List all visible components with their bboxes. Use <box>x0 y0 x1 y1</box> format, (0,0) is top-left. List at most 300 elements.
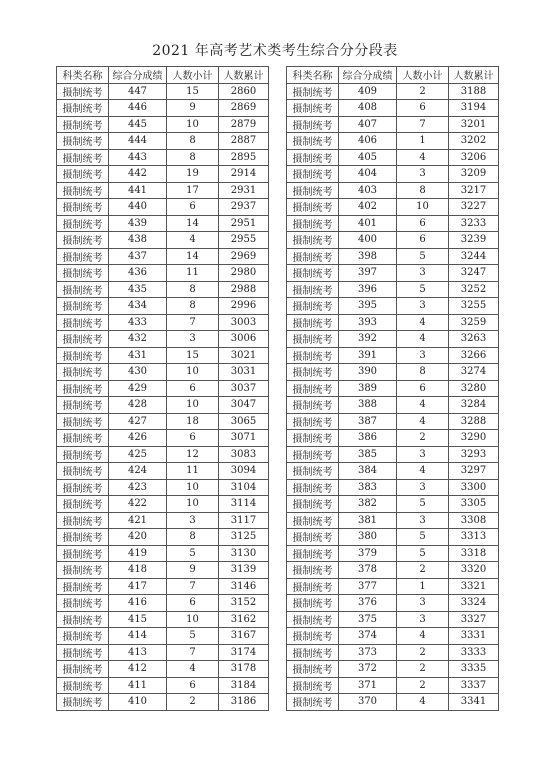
cell-cumulative: 3239 <box>449 232 499 249</box>
cell-subject: 摄制统考 <box>287 578 339 595</box>
cell-subject: 摄制统考 <box>57 446 109 463</box>
cell-score: 381 <box>339 512 397 529</box>
cell-cumulative: 3324 <box>449 595 499 612</box>
cell-score: 417 <box>109 578 167 595</box>
cell-score: 389 <box>339 380 397 397</box>
cell-subject: 摄制统考 <box>57 232 109 249</box>
cell-score: 377 <box>339 578 397 595</box>
table-row <box>287 677 499 694</box>
cell-score: 378 <box>339 562 397 579</box>
cell-score: 421 <box>109 512 167 529</box>
cell-count: 2 <box>397 644 449 661</box>
cell-cumulative: 3037 <box>219 380 269 397</box>
cell-score: 405 <box>339 149 397 166</box>
cell-cumulative: 2869 <box>219 100 269 117</box>
cell-score: 391 <box>339 347 397 364</box>
cell-cumulative: 3162 <box>219 611 269 628</box>
cell-cumulative: 2895 <box>219 149 269 166</box>
cell-cumulative: 3114 <box>219 496 269 513</box>
cell-score: 427 <box>109 413 167 430</box>
cell-count: 8 <box>397 364 449 381</box>
cell-cumulative: 3333 <box>449 644 499 661</box>
table-row <box>287 529 499 546</box>
table-row <box>57 331 269 348</box>
cell-score: 383 <box>339 479 397 496</box>
header-count: 人数小计 <box>397 67 449 84</box>
cell-subject: 摄制统考 <box>287 116 339 133</box>
table-row <box>287 265 499 282</box>
table-row <box>287 694 499 711</box>
cell-cumulative: 3202 <box>449 133 499 150</box>
cell-cumulative: 3337 <box>449 677 499 694</box>
table-row <box>287 628 499 645</box>
cell-cumulative: 3217 <box>449 182 499 199</box>
cell-count: 11 <box>167 463 219 480</box>
cell-score: 428 <box>109 397 167 414</box>
cell-subject: 摄制统考 <box>287 545 339 562</box>
cell-subject: 摄制统考 <box>287 166 339 183</box>
table-row <box>57 628 269 645</box>
cell-score: 420 <box>109 529 167 546</box>
cell-count: 8 <box>397 182 449 199</box>
cell-cumulative: 2980 <box>219 265 269 282</box>
cell-count: 8 <box>167 133 219 150</box>
table-row <box>287 166 499 183</box>
table-row <box>57 413 269 430</box>
cell-subject: 摄制统考 <box>287 298 339 315</box>
cell-subject: 摄制统考 <box>57 83 109 100</box>
cell-score: 413 <box>109 644 167 661</box>
cell-count: 6 <box>397 380 449 397</box>
table-header-row <box>57 67 269 84</box>
table-row <box>57 364 269 381</box>
cell-cumulative: 2988 <box>219 281 269 298</box>
cell-subject: 摄制统考 <box>287 479 339 496</box>
cell-cumulative: 3227 <box>449 199 499 216</box>
table-row <box>287 100 499 117</box>
table-row <box>287 496 499 513</box>
cell-cumulative: 3255 <box>449 298 499 315</box>
cell-count: 6 <box>167 430 219 447</box>
cell-subject: 摄制统考 <box>287 100 339 117</box>
cell-subject: 摄制统考 <box>57 562 109 579</box>
cell-score: 439 <box>109 215 167 232</box>
cell-count: 3 <box>397 512 449 529</box>
cell-count: 19 <box>167 166 219 183</box>
cell-count: 2 <box>397 677 449 694</box>
cell-count: 4 <box>397 463 449 480</box>
cell-count: 5 <box>167 545 219 562</box>
cell-count: 2 <box>397 430 449 447</box>
cell-score: 397 <box>339 265 397 282</box>
cell-subject: 摄制统考 <box>287 281 339 298</box>
header-subject: 科类名称 <box>57 67 109 84</box>
cell-count: 8 <box>167 298 219 315</box>
cell-subject: 摄制统考 <box>287 512 339 529</box>
table-row <box>57 298 269 315</box>
cell-subject: 摄制统考 <box>287 430 339 447</box>
cell-cumulative: 3252 <box>449 281 499 298</box>
table-row <box>287 116 499 133</box>
table-row <box>287 479 499 496</box>
cell-count: 4 <box>397 314 449 331</box>
cell-cumulative: 3065 <box>219 413 269 430</box>
cell-cumulative: 3094 <box>219 463 269 480</box>
cell-subject: 摄制统考 <box>57 298 109 315</box>
table-row <box>57 347 269 364</box>
cell-score: 384 <box>339 463 397 480</box>
cell-cumulative: 3167 <box>219 628 269 645</box>
table-row <box>57 545 269 562</box>
cell-cumulative: 3194 <box>449 100 499 117</box>
header-subject: 科类名称 <box>287 67 339 84</box>
cell-count: 1 <box>397 578 449 595</box>
table-row <box>57 100 269 117</box>
cell-cumulative: 2931 <box>219 182 269 199</box>
cell-cumulative: 3293 <box>449 446 499 463</box>
cell-subject: 摄制统考 <box>57 199 109 216</box>
table-row <box>287 644 499 661</box>
table-row <box>287 314 499 331</box>
cell-score: 422 <box>109 496 167 513</box>
cell-cumulative: 2996 <box>219 298 269 315</box>
cell-subject: 摄制统考 <box>57 331 109 348</box>
cell-subject: 摄制统考 <box>287 397 339 414</box>
cell-subject: 摄制统考 <box>287 628 339 645</box>
cell-score: 372 <box>339 661 397 678</box>
cell-score: 443 <box>109 149 167 166</box>
cell-count: 10 <box>167 496 219 513</box>
cell-cumulative: 3146 <box>219 578 269 595</box>
table-row <box>57 595 269 612</box>
cell-subject: 摄制统考 <box>287 595 339 612</box>
table-row <box>57 199 269 216</box>
cell-cumulative: 3308 <box>449 512 499 529</box>
cell-count: 10 <box>167 479 219 496</box>
table-row <box>57 661 269 678</box>
cell-count: 10 <box>167 116 219 133</box>
cell-cumulative: 2969 <box>219 248 269 265</box>
cell-count: 6 <box>397 215 449 232</box>
cell-subject: 摄制统考 <box>287 347 339 364</box>
cell-subject: 摄制统考 <box>57 100 109 117</box>
table-row <box>57 149 269 166</box>
cell-cumulative: 3006 <box>219 331 269 348</box>
cell-score: 441 <box>109 182 167 199</box>
table-row <box>57 578 269 595</box>
cell-cumulative: 3321 <box>449 578 499 595</box>
cell-cumulative: 2951 <box>219 215 269 232</box>
table-row <box>57 83 269 100</box>
cell-subject: 摄制统考 <box>287 677 339 694</box>
table-row <box>57 694 269 711</box>
cell-count: 6 <box>167 677 219 694</box>
cell-cumulative: 3327 <box>449 611 499 628</box>
cell-count: 4 <box>397 694 449 711</box>
cell-cumulative: 3266 <box>449 347 499 364</box>
cell-score: 406 <box>339 133 397 150</box>
cell-count: 2 <box>397 661 449 678</box>
table-row <box>287 281 499 298</box>
cell-cumulative: 2860 <box>219 83 269 100</box>
table-row <box>57 479 269 496</box>
cell-subject: 摄制统考 <box>287 248 339 265</box>
cell-cumulative: 3130 <box>219 545 269 562</box>
cell-subject: 摄制统考 <box>287 446 339 463</box>
cell-subject: 摄制统考 <box>287 644 339 661</box>
cell-cumulative: 3021 <box>219 347 269 364</box>
cell-cumulative: 3320 <box>449 562 499 579</box>
table-row <box>287 578 499 595</box>
table-row <box>57 446 269 463</box>
cell-subject: 摄制统考 <box>287 661 339 678</box>
table-row <box>57 677 269 694</box>
cell-count: 4 <box>167 661 219 678</box>
cell-cumulative: 3209 <box>449 166 499 183</box>
cell-subject: 摄制统考 <box>287 314 339 331</box>
cell-count: 5 <box>397 281 449 298</box>
cell-subject: 摄制统考 <box>57 545 109 562</box>
cell-subject: 摄制统考 <box>57 677 109 694</box>
cell-cumulative: 3274 <box>449 364 499 381</box>
cell-count: 8 <box>167 529 219 546</box>
table-row <box>57 397 269 414</box>
table-row <box>287 512 499 529</box>
cell-score: 371 <box>339 677 397 694</box>
cell-score: 407 <box>339 116 397 133</box>
cell-count: 6 <box>397 100 449 117</box>
table-row <box>57 463 269 480</box>
cell-cumulative: 3083 <box>219 446 269 463</box>
table-row <box>287 463 499 480</box>
cell-score: 425 <box>109 446 167 463</box>
table-row <box>57 182 269 199</box>
table-row <box>57 215 269 232</box>
cell-subject: 摄制统考 <box>287 380 339 397</box>
cell-subject: 摄制统考 <box>57 133 109 150</box>
cell-subject: 摄制统考 <box>287 463 339 480</box>
cell-count: 17 <box>167 182 219 199</box>
cell-score: 419 <box>109 545 167 562</box>
cell-count: 6 <box>167 199 219 216</box>
cell-cumulative: 3117 <box>219 512 269 529</box>
cell-count: 2 <box>397 83 449 100</box>
cell-subject: 摄制统考 <box>57 529 109 546</box>
cell-subject: 摄制统考 <box>57 611 109 628</box>
cell-count: 4 <box>397 331 449 348</box>
cell-cumulative: 3300 <box>449 479 499 496</box>
cell-subject: 摄制统考 <box>57 430 109 447</box>
cell-count: 5 <box>397 545 449 562</box>
cell-count: 7 <box>167 314 219 331</box>
cell-subject: 摄制统考 <box>287 529 339 546</box>
cell-subject: 摄制统考 <box>287 133 339 150</box>
cell-score: 388 <box>339 397 397 414</box>
table-row <box>57 512 269 529</box>
table-row <box>57 116 269 133</box>
cell-subject: 摄制统考 <box>57 628 109 645</box>
cell-cumulative: 3104 <box>219 479 269 496</box>
cell-cumulative: 3139 <box>219 562 269 579</box>
cell-subject: 摄制统考 <box>57 496 109 513</box>
cell-score: 387 <box>339 413 397 430</box>
cell-cumulative: 3201 <box>449 116 499 133</box>
table-row <box>287 545 499 562</box>
cell-subject: 摄制统考 <box>57 265 109 282</box>
cell-subject: 摄制统考 <box>57 215 109 232</box>
table-row <box>57 166 269 183</box>
cell-count: 12 <box>167 446 219 463</box>
cell-count: 3 <box>167 512 219 529</box>
table-row <box>57 644 269 661</box>
cell-score: 401 <box>339 215 397 232</box>
cell-count: 3 <box>397 298 449 315</box>
cell-cumulative: 3297 <box>449 463 499 480</box>
header-cumulative: 人数累计 <box>449 67 499 84</box>
table-row <box>57 380 269 397</box>
cell-score: 375 <box>339 611 397 628</box>
cell-score: 429 <box>109 380 167 397</box>
score-table-left <box>56 66 269 711</box>
table-row <box>287 182 499 199</box>
cell-score: 403 <box>339 182 397 199</box>
cell-score: 431 <box>109 347 167 364</box>
cell-count: 14 <box>167 248 219 265</box>
cell-subject: 摄制统考 <box>57 116 109 133</box>
cell-score: 423 <box>109 479 167 496</box>
table-row <box>287 380 499 397</box>
cell-subject: 摄制统考 <box>287 83 339 100</box>
table-row <box>287 562 499 579</box>
table-row <box>287 215 499 232</box>
cell-cumulative: 3152 <box>219 595 269 612</box>
cell-cumulative: 3290 <box>449 430 499 447</box>
cell-count: 7 <box>397 116 449 133</box>
cell-score: 415 <box>109 611 167 628</box>
cell-score: 446 <box>109 100 167 117</box>
cell-subject: 摄制统考 <box>57 661 109 678</box>
cell-count: 1 <box>397 133 449 150</box>
table-row <box>287 413 499 430</box>
cell-subject: 摄制统考 <box>287 182 339 199</box>
cell-cumulative: 2937 <box>219 199 269 216</box>
cell-subject: 摄制统考 <box>57 149 109 166</box>
table-row <box>287 595 499 612</box>
cell-count: 10 <box>167 364 219 381</box>
cell-subject: 摄制统考 <box>287 562 339 579</box>
cell-subject: 摄制统考 <box>57 182 109 199</box>
cell-cumulative: 3206 <box>449 149 499 166</box>
cell-subject: 摄制统考 <box>287 364 339 381</box>
table-row <box>57 529 269 546</box>
cell-cumulative: 3318 <box>449 545 499 562</box>
cell-subject: 摄制统考 <box>57 166 109 183</box>
cell-count: 4 <box>397 149 449 166</box>
cell-cumulative: 3071 <box>219 430 269 447</box>
cell-count: 5 <box>167 628 219 645</box>
table-row <box>287 298 499 315</box>
cell-score: 410 <box>109 694 167 711</box>
table-row <box>57 496 269 513</box>
cell-score: 390 <box>339 364 397 381</box>
cell-count: 3 <box>397 166 449 183</box>
table-row <box>287 347 499 364</box>
cell-score: 444 <box>109 133 167 150</box>
cell-cumulative: 2914 <box>219 166 269 183</box>
cell-score: 385 <box>339 446 397 463</box>
cell-cumulative: 3335 <box>449 661 499 678</box>
cell-score: 416 <box>109 595 167 612</box>
cell-subject: 摄制统考 <box>57 364 109 381</box>
cell-count: 4 <box>397 413 449 430</box>
cell-subject: 摄制统考 <box>287 149 339 166</box>
cell-subject: 摄制统考 <box>287 496 339 513</box>
cell-cumulative: 2887 <box>219 133 269 150</box>
cell-cumulative: 3125 <box>219 529 269 546</box>
table-row <box>287 446 499 463</box>
cell-count: 4 <box>167 232 219 249</box>
cell-score: 445 <box>109 116 167 133</box>
header-score: 综合分成绩 <box>109 67 167 84</box>
table-row <box>57 265 269 282</box>
table-row <box>287 199 499 216</box>
score-table-right <box>286 66 499 711</box>
cell-score: 430 <box>109 364 167 381</box>
cell-subject: 摄制统考 <box>287 265 339 282</box>
cell-score: 380 <box>339 529 397 546</box>
cell-score: 435 <box>109 281 167 298</box>
cell-subject: 摄制统考 <box>287 694 339 711</box>
cell-subject: 摄制统考 <box>57 595 109 612</box>
cell-subject: 摄制统考 <box>57 413 109 430</box>
cell-score: 395 <box>339 298 397 315</box>
cell-count: 2 <box>167 694 219 711</box>
cell-cumulative: 3184 <box>219 677 269 694</box>
table-row <box>287 331 499 348</box>
cell-subject: 摄制统考 <box>57 479 109 496</box>
cell-count: 5 <box>397 248 449 265</box>
cell-score: 436 <box>109 265 167 282</box>
cell-subject: 摄制统考 <box>287 215 339 232</box>
cell-score: 393 <box>339 314 397 331</box>
cell-count: 4 <box>397 397 449 414</box>
cell-cumulative: 2879 <box>219 116 269 133</box>
cell-count: 3 <box>397 265 449 282</box>
table-row <box>287 611 499 628</box>
cell-score: 379 <box>339 545 397 562</box>
cell-cumulative: 3259 <box>449 314 499 331</box>
cell-cumulative: 3178 <box>219 661 269 678</box>
table-row <box>57 281 269 298</box>
cell-score: 426 <box>109 430 167 447</box>
table-row <box>57 611 269 628</box>
cell-subject: 摄制统考 <box>57 248 109 265</box>
cell-score: 434 <box>109 298 167 315</box>
cell-cumulative: 3047 <box>219 397 269 414</box>
cell-cumulative: 3341 <box>449 694 499 711</box>
cell-cumulative: 3263 <box>449 331 499 348</box>
cell-score: 404 <box>339 166 397 183</box>
table-row <box>287 83 499 100</box>
header-score: 综合分成绩 <box>339 67 397 84</box>
cell-score: 440 <box>109 199 167 216</box>
table-row <box>287 364 499 381</box>
cell-cumulative: 3188 <box>449 83 499 100</box>
cell-score: 398 <box>339 248 397 265</box>
cell-subject: 摄制统考 <box>57 397 109 414</box>
cell-count: 2 <box>397 562 449 579</box>
cell-count: 14 <box>167 215 219 232</box>
